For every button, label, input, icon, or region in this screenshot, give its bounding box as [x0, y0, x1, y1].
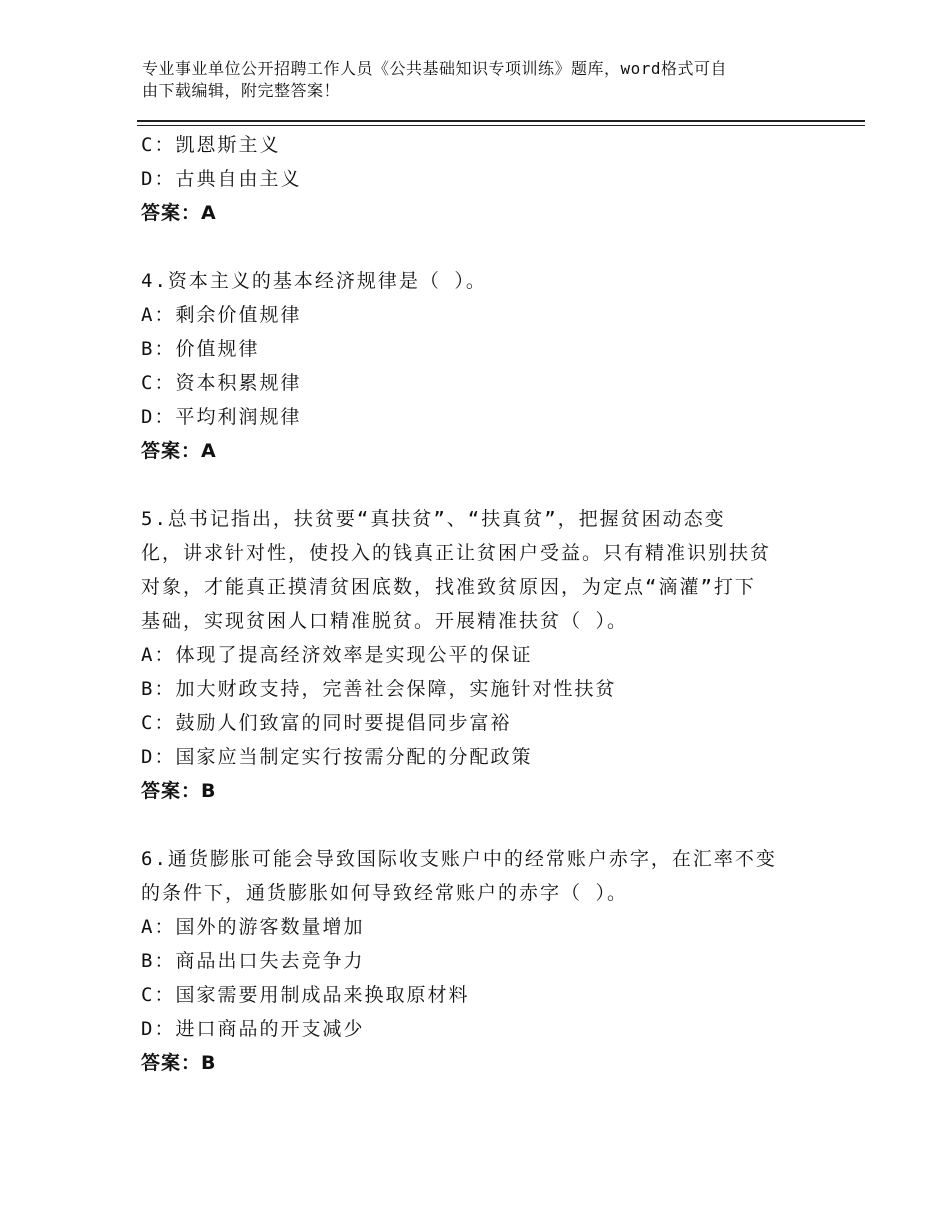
answer-label: 答案：B [141, 1052, 217, 1074]
question-text: 对象，才能真正摸清贫困底数，找准致贫原因，为定点“滴灌”打下 [141, 576, 756, 598]
answer-label: 答案：A [141, 202, 217, 224]
spacer [141, 230, 801, 264]
option-d: D：平均利润规律 [141, 406, 302, 428]
question-text: 的条件下，通货膨胀如何导致经常账户的赤字（ ）。 [141, 882, 628, 904]
question-block [141, 128, 801, 230]
question-text: 化，讲求针对性，使投入的钱真正让贫困户受益。只有精准识别扶贫 [141, 542, 772, 564]
option-c: C：国家需要用制成品来换取原材料 [141, 984, 470, 1006]
question-block [141, 842, 801, 1080]
header-line: 专业事业单位公开招聘工作人员《公共基础知识专项训练》题库，word格式可自 [142, 59, 728, 78]
spacer [141, 808, 801, 842]
header-rule-thin [137, 125, 865, 126]
answer-label: 答案：A [141, 440, 217, 462]
option-d: D：古典自由主义 [141, 168, 302, 190]
option-a: A：国外的游客数量增加 [141, 916, 365, 938]
spacer [141, 468, 801, 502]
question-block [141, 264, 801, 468]
option-c: C：凯恩斯主义 [141, 134, 281, 156]
question-text: 基础，实现贫困人口精准脱贫。开展精准扶贫（ ）。 [141, 610, 628, 632]
option-b: B：商品出口失去竞争力 [141, 950, 365, 972]
question-list [141, 128, 801, 1080]
header-line: 由下载编辑，附完整答案！ [142, 81, 341, 100]
header-rule-thick [137, 120, 865, 122]
option-c: C：资本积累规律 [141, 372, 302, 394]
option-a: A：体现了提高经济效率是实现公平的保证 [141, 644, 533, 666]
option-b: B：加大财政支持，完善社会保障，实施针对性扶贫 [141, 678, 617, 700]
question-text: 5.总书记指出，扶贫要“真扶贫”、“扶真贫”，把握贫困动态变 [141, 508, 726, 530]
question-block [141, 502, 801, 808]
option-b: B：价值规律 [141, 338, 260, 360]
option-c: C：鼓励人们致富的同时要提倡同步富裕 [141, 712, 512, 734]
option-a: A：剩余价值规律 [141, 304, 302, 326]
option-d: D：进口商品的开支减少 [141, 1018, 365, 1040]
question-text: 4.资本主义的基本经济规律是（ ）。 [141, 270, 487, 292]
document-header [142, 58, 802, 102]
question-text: 6.通货膨胀可能会导致国际收支账户中的经常账户赤字，在汇率不变 [141, 848, 777, 870]
option-d: D：国家应当制定实行按需分配的分配政策 [141, 746, 533, 768]
answer-label: 答案：B [141, 780, 217, 802]
